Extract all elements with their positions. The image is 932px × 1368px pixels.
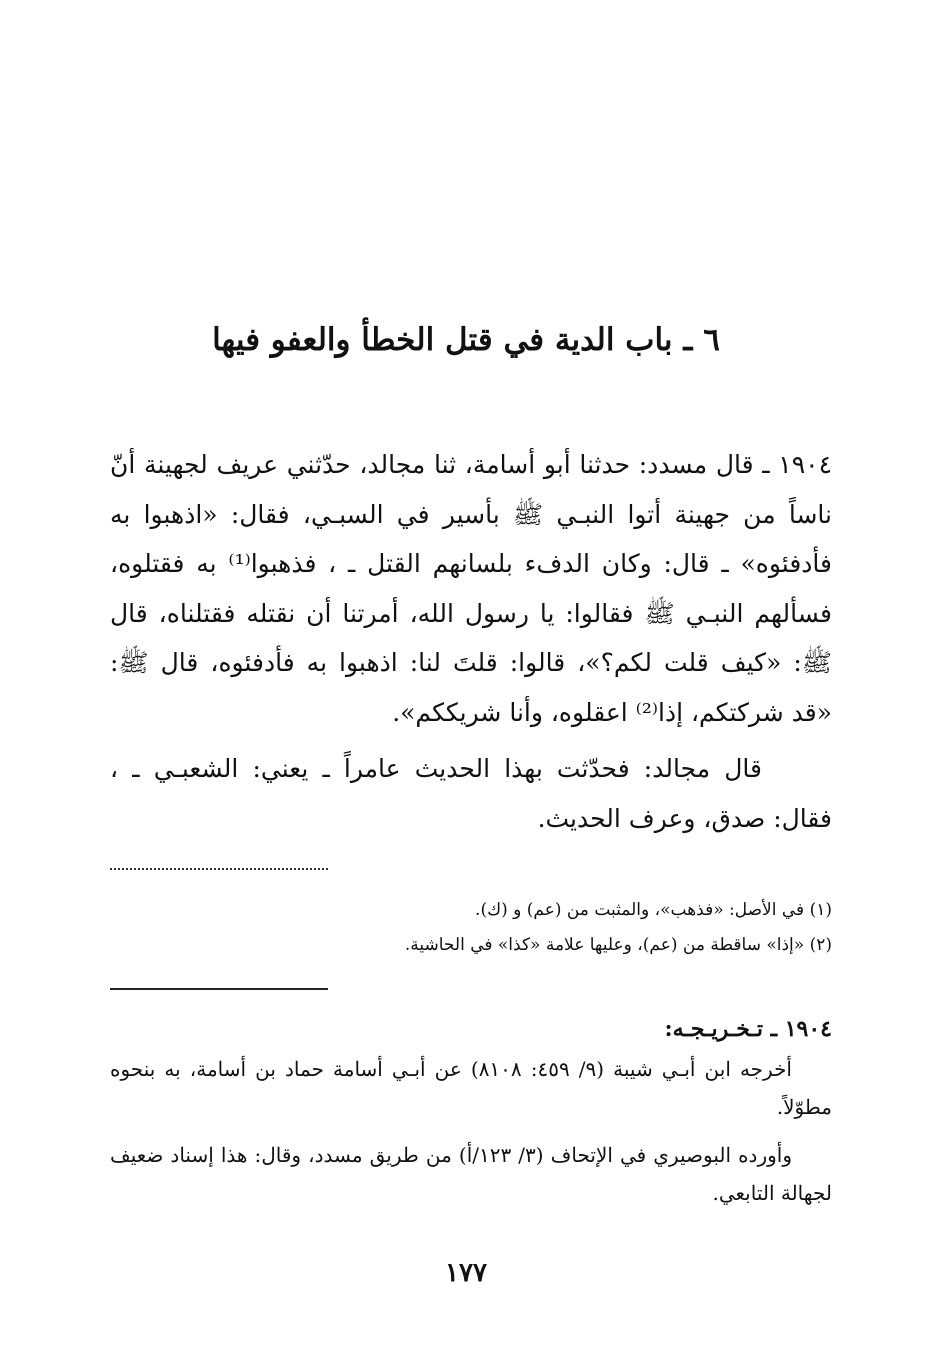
hadith-paragraph-2: قال مجالد: فحدّثت بهذا الحديث عامراً ـ يعني: الشعبـي ـ ، فقال: صدق، وعرف الحديث. (110, 754, 832, 833)
hadith-text (110, 440, 832, 843)
chapter-title: ٦ ـ باب الدية في قتل الخطأ والعفو فيها (212, 322, 720, 358)
footnote-separator (110, 868, 328, 870)
takhrij-heading: ١٩٠٤ ـ تـخـريـجـه: (664, 1016, 832, 1042)
takhrij-paragraph-1: أخرجه ابن أبـي شيبة (٩/ ٤٥٩: ٨١٠٨) عن أبـي أسامة حماد بن أسامة، به بنحوه مطوّلاً. (110, 1057, 832, 1119)
hadith-paragraph-1: ١٩٠٤ ـ قال مسدد: حدثنا أبو أسامة، ثنا مجالد، حدّثني عريف لجهينة أنّ ناساً من جهينة أتوا النبـي ﷺ بأسير في السبـي، فقال: «اذهبوا به فأدفئوه» ـ قال: وكان الدفء بلسانهم القتل ـ ، فذهبوا⁽¹⁾ به فقتلوه، فسألهم النبـي ﷺ فقالوا: يا رسول الله، أمرتنا أن نقتله فقتلناه، قال ﷺ: «كيف قلت لكم؟»، قالوا: قلتَ لنا: اذهبوا به فأدفئوه، قال ﷺ: «قد شركتكم، إذا⁽²⁾ اعقلوه، وأنا شريككم». (110, 450, 833, 727)
page-number: ١٧٧ (445, 1258, 487, 1288)
takhrij-separator (110, 988, 328, 990)
footnote-2: (٢) «إذا» ساقطة من (عم)، وعليها علامة «كذا» في الحاشية. (404, 935, 832, 955)
footnotes (110, 893, 832, 963)
takhrij-section (110, 1010, 832, 1212)
footnote-1: (١) في الأصل: «فذهب»، والمثبت من (عم) و (ك). (475, 900, 832, 920)
takhrij-paragraph-2: وأورده البوصيري في الإتحاف (٣/ ١٢٣/أ) من طريق مسدد، وقال: هذا إسناد ضعيف لجهالة التابعي. (110, 1143, 832, 1205)
